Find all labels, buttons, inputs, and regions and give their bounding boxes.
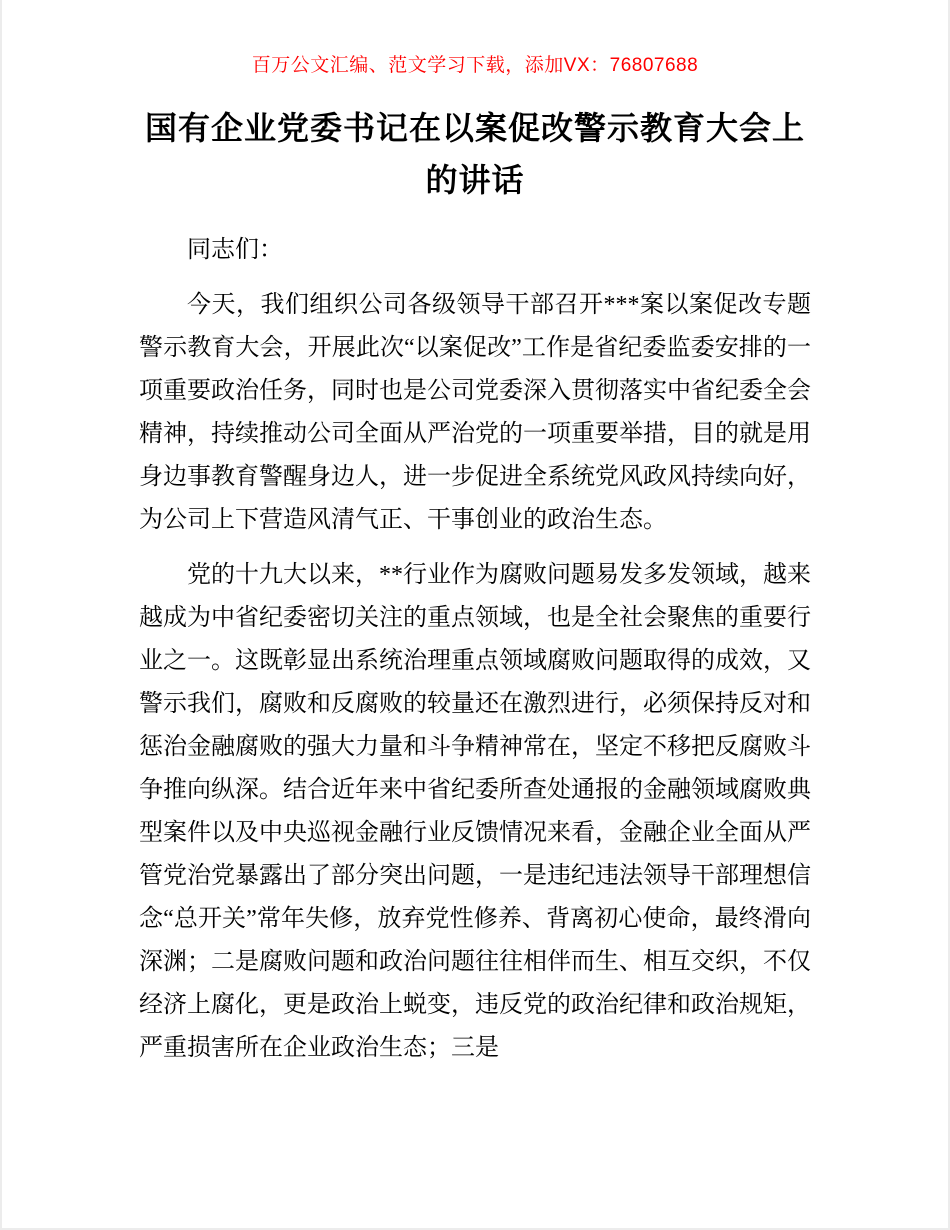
paragraph-body-2: 党的十九大以来，**行业作为腐败问题易发多发领域，越来越成为中省纪委密切关注的重点领域，也是全社会聚焦的重要行业之一。这既彰显出系统治理重点领域腐败问题取得的成效，又警示我们，腐败和反腐败的较量还在激烈进行，必须保持反对和惩治金融腐败的强大力量和斗争精神常在，坚定不移把反腐败斗争推向纵深。结合近年来中省纪委所查处通报的金融领域腐败典型案件以及中央巡视金融行业反馈情况来看，金融企业全面从严管党治党暴露出了部分突出问题，一是违纪违法领导干部理想信念“总开关”常年失修，放弃党性修养、背离初心使命，最终滑向深渊；二是腐败问题和政治问题往往相伴而生、相互交织，不仅经济上腐化，更是政治上蜕变，违反党的政治纪律和政治规矩，严重损害所在企业政治生态；三是 [139,561,811,1061]
document-title: 国有企业党委书记在以案促改警示教育大会上的讲话 [144,110,805,198]
paragraph-salutation: 同志们： [187,236,283,263]
paragraph-body-1: 今天，我们组织公司各级领导干部召开***案以案促改专题警示教育大会，开展此次“以案促改”工作是省纪委监委安排的一项重要政治任务，同时也是公司党委深入贯彻落实中省纪委全会精神，持续推动公司全面从严治党的一项重要举措，目的就是用身边事教育警醒身边人，进一步促进全系统党风政风持续向好，为公司上下营造风清气正、干事创业的政治生态。 [139,291,811,533]
promo-watermark-text: 百万公文汇编、范文学习下载，添加VX：76807688 [251,55,699,76]
document-body [139,229,811,1070]
